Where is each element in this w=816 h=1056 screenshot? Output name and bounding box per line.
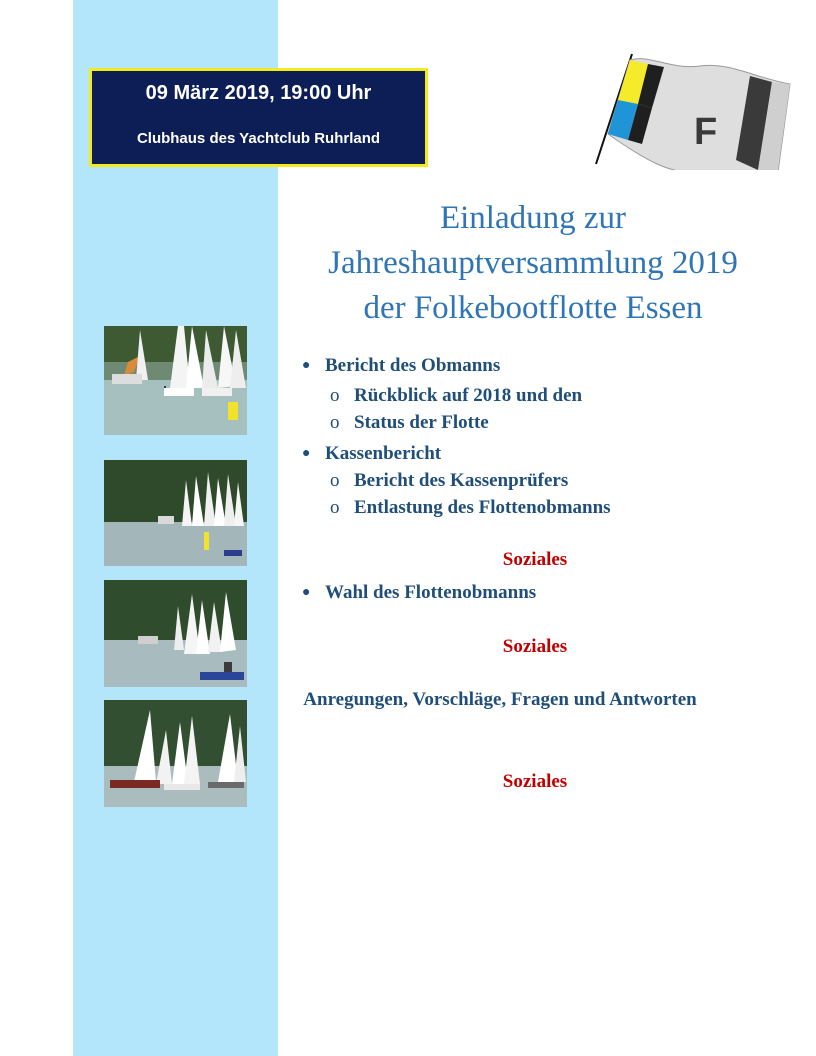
regatta-photo-1 bbox=[104, 326, 247, 435]
bullet-icon: ● bbox=[302, 358, 311, 373]
title-line-1: Einladung zur bbox=[439, 200, 627, 236]
regatta-photo-2 bbox=[104, 460, 247, 566]
regatta-photo-4 bbox=[104, 700, 247, 807]
flag-letter: F bbox=[694, 111, 718, 153]
event-venue: Clubhaus des Yachtclub Ruhrland bbox=[136, 130, 381, 147]
agenda-subitem-label: Entlastung des Flottenobmanns bbox=[354, 497, 611, 518]
social-note-3: Soziales bbox=[502, 771, 568, 792]
page-title bbox=[278, 196, 788, 331]
circle-bullet-icon: o bbox=[330, 470, 340, 491]
regatta-photo-3 bbox=[104, 580, 247, 687]
folkeboot-flag-icon bbox=[590, 52, 800, 170]
social-note-1: Soziales bbox=[502, 549, 568, 570]
bullet-icon: ● bbox=[302, 585, 311, 600]
agenda-item-label: Wahl des Flottenobmanns bbox=[325, 582, 537, 603]
closing-item: Anregungen, Vorschläge, Fragen und Antworten bbox=[303, 689, 697, 710]
circle-bullet-icon: o bbox=[330, 497, 340, 518]
agenda-item-label: Kassenbericht bbox=[325, 443, 442, 464]
bullet-icon: ● bbox=[302, 446, 311, 461]
event-date-time: 09 März 2019, 19:00 Uhr bbox=[145, 82, 372, 104]
date-venue-box bbox=[89, 68, 428, 167]
circle-bullet-icon: o bbox=[330, 412, 340, 433]
social-note-2: Soziales bbox=[502, 636, 568, 657]
agenda-subitem-label: Bericht des Kassenprüfers bbox=[354, 470, 569, 491]
agenda-subitem-label: Status der Flotte bbox=[354, 412, 489, 433]
agenda-subitem-label: Rückblick auf 2018 und den bbox=[354, 385, 583, 406]
circle-bullet-icon: o bbox=[330, 385, 340, 406]
title-line-2: Jahreshauptversammlung 2019 bbox=[328, 245, 738, 281]
title-line-3: der Folkebootflotte Essen bbox=[363, 290, 703, 326]
agenda-item-label: Bericht des Obmanns bbox=[325, 355, 501, 376]
